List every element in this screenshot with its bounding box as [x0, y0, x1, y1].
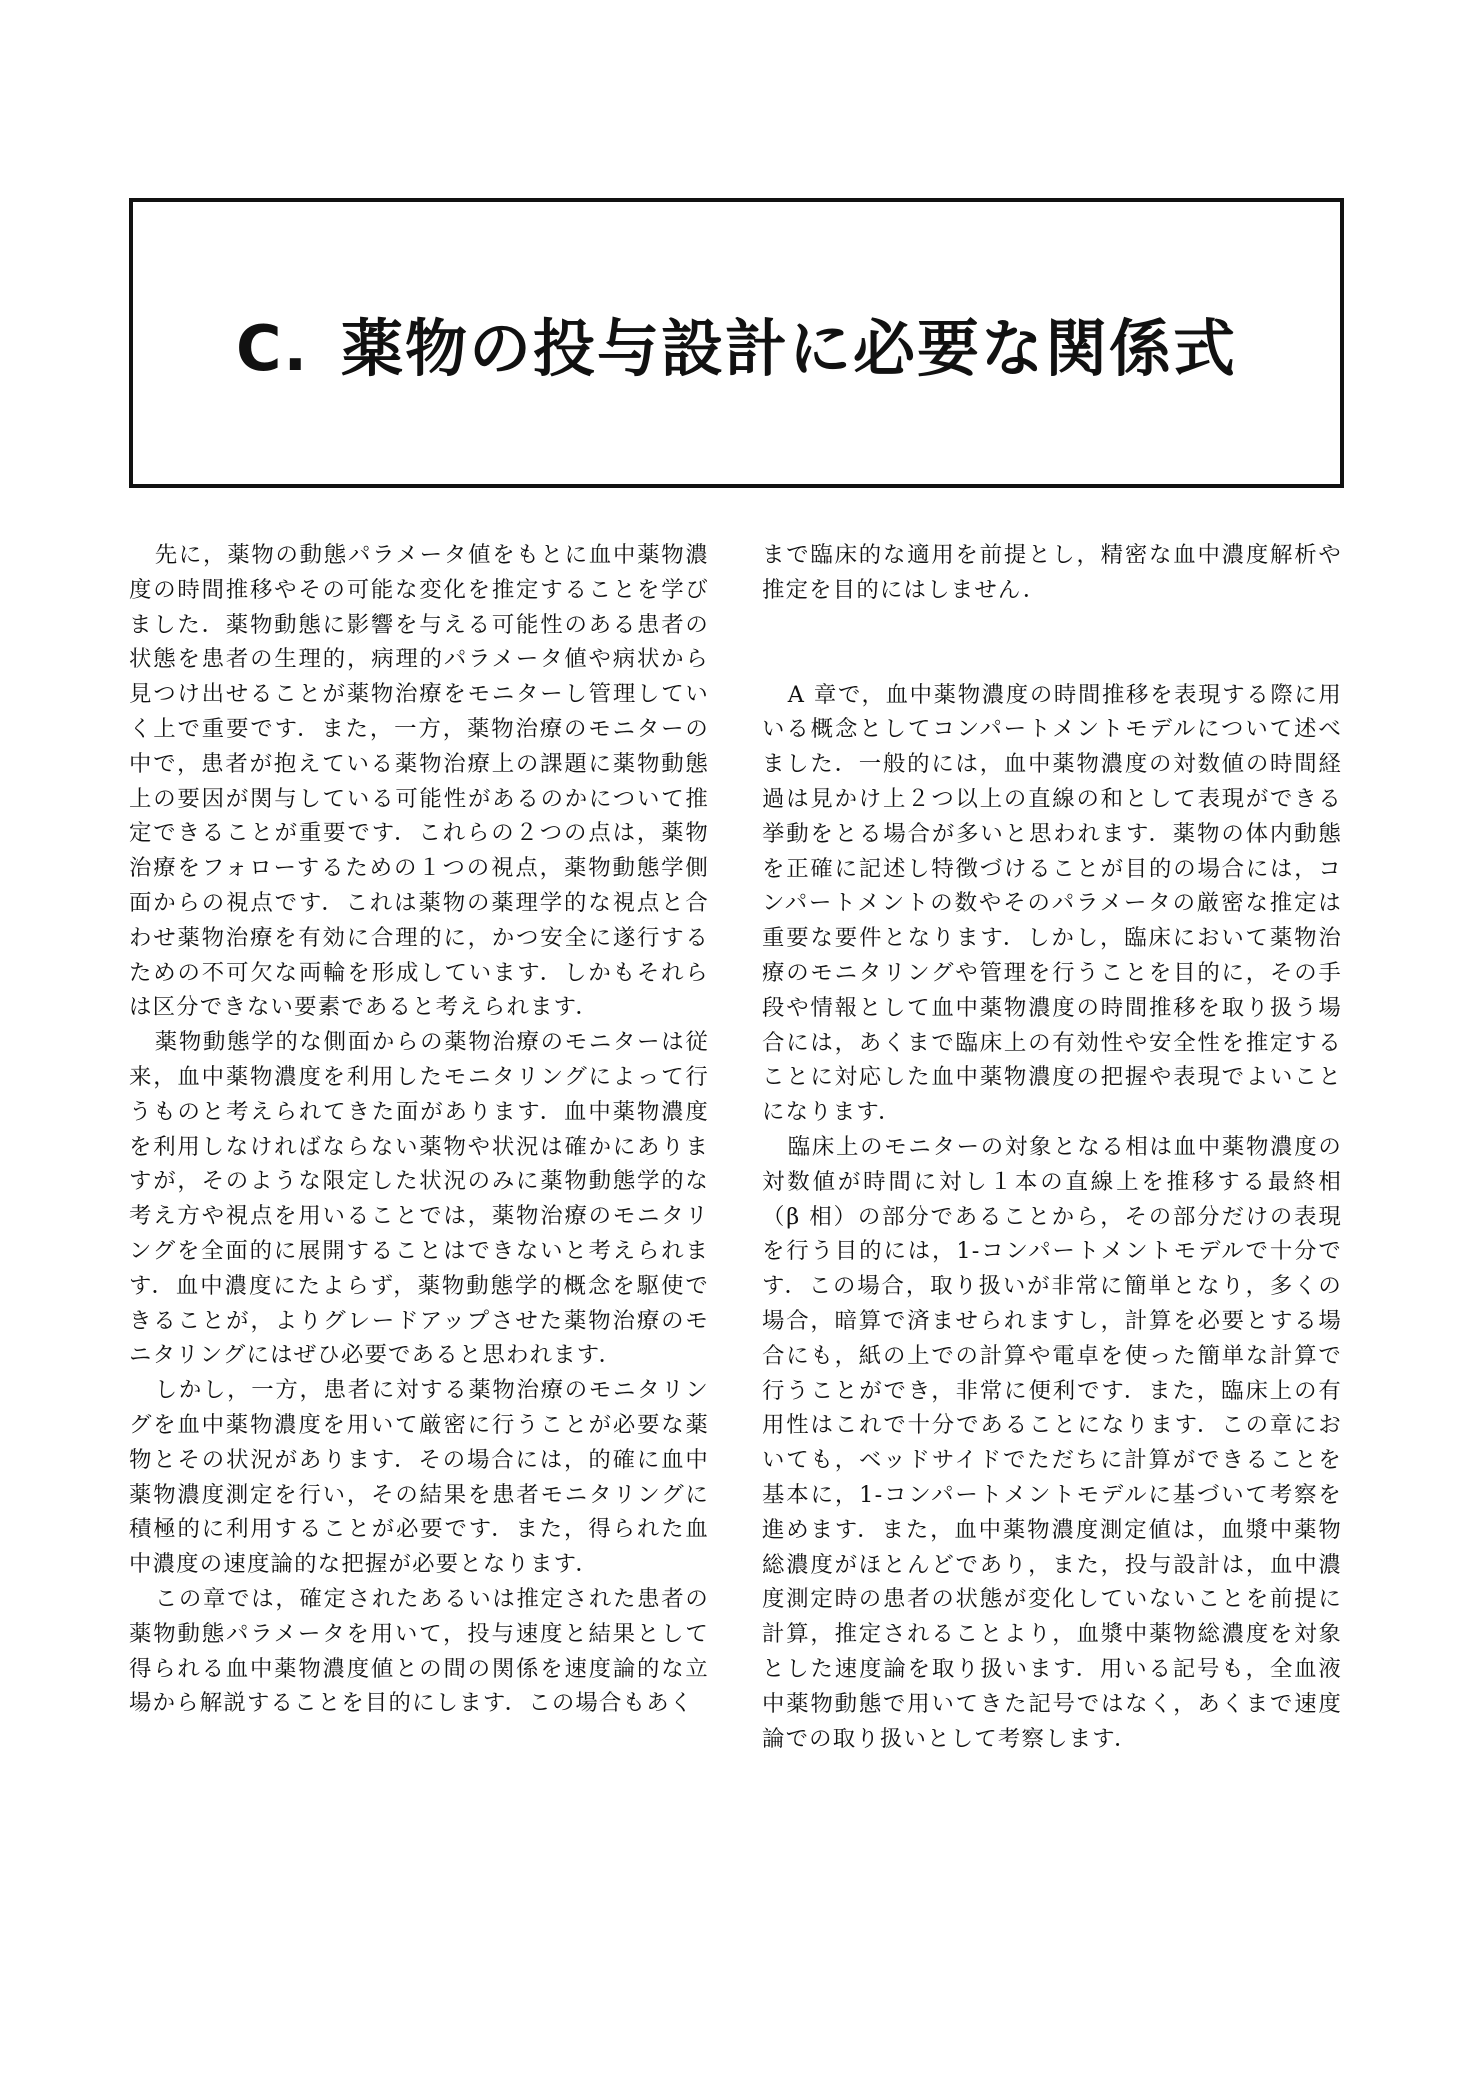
paragraph: まで臨床的な適用を前提とし，精密な血中濃度解析や推定を目的にはしません． [762, 542, 1342, 603]
section-title: 薬物の投与設計に必要な関係式 [341, 311, 1238, 385]
paragraph: しかし，一方，患者に対する薬物治療のモニタリングを血中薬物濃度を用いて厳密に行うことが必要な薬物とその状況があります．その場合には，的確に血中薬物濃度測定を行い，その結果を患者モニタリングに積極的に利用することが必要です．また，得られた血中濃度の速度論的な把握が必要となります． [129, 1377, 709, 1578]
right-column [762, 538, 1342, 1756]
paragraph: 先に，薬物の動態パラメータ値をもとに血中薬物濃度の時間推移やその可能な変化を推定することを学びました．薬物動態に影響を与える可能性のある患者の状態を患者の生理的，病理的パラメータ値や病状から見つけ出せることが薬物治療をモニターし管理していく上で重要です．また，一方，薬物治療のモニターの中で，患者が抱えている薬物治療上の課題に薬物動態上の要因が関与している可能性があるのかについて推定できることが重要です．これらの２つの点は，薬物治療をフォローするための１つの視点，薬物動態学側面からの視点です．これは薬物の薬理学的な視点と合わせ薬物治療を有効に合理的に，かつ安全に遂行するための不可欠な両輪を形成しています．しかもそれらは区分できない要素であると考えられます． [129, 542, 709, 1021]
title-box [129, 198, 1344, 488]
left-column [129, 538, 709, 1721]
page-title [236, 299, 1237, 388]
paragraph: 臨床上のモニターの対象となる相は血中薬物濃度の対数値が時間に対し１本の直線上を推移する最終相（β 相）の部分であることから，その部分だけの表現を行う目的には，1-コンパートメントモデルで十分です．この場合，取り扱いが非常に簡単となり，多くの場合，暗算で済ませられますし，計算を必要とする場合にも，紙の上での計算や電卓を使った簡単な計算で行うことができ，非常に便利です．また，臨床上の有用性はこれで十分であることになります．この章においても，ベッドサイドでただちに計算ができることを基本に，1-コンパートメントモデルに基づいて考察を進めます．また，血中薬物濃度測定値は，血漿中薬物総濃度がほとんどであり，また，投与設計は，血中濃度測定時の患者の状態が変化していないことを前提に計算，推定されることより，血漿中薬物総濃度を対象とした速度論を取り扱います．用いる記号も，全血液中薬物動態で用いてきた記号ではなく，あくまで速度論での取り扱いとして考察します． [762, 1133, 1342, 1752]
paragraph: A 章で，血中薬物濃度の時間推移を表現する際に用いる概念としてコンパートメントモデルについて述べました．一般的には，血中薬物濃度の対数値の時間経過は見かけ上２つ以上の直線の和として表現ができる挙動をとる場合が多いと思われます．薬物の体内動態を正確に記述し特徴づけることが目的の場合には，コンパートメントの数やそのパラメータの厳密な推定は重要な要件となります．しかし，臨床において薬物治療のモニタリングや管理を行うことを目的に，その手段や情報として血中薬物濃度の時間推移を取り扱う場合には，あくまで臨床上の有効性や安全性を推定することに対応した血中薬物濃度の把握や表現でよいことになります． [762, 681, 1342, 1126]
paragraph: この章では，確定されたあるいは推定された患者の薬物動態パラメータを用いて，投与速度と結果として得られる血中薬物濃度値との間の関係を速度論的な立場から解説することを目的にします．この場合もあく [129, 1585, 709, 1717]
section-label: C. [235, 311, 310, 385]
paragraph-gap [762, 608, 1342, 678]
paragraph: 薬物動態学的な側面からの薬物治療のモニターは従来，血中薬物濃度を利用したモニタリングによって行うものと考えられてきた面があります．血中薬物濃度を利用しなければならない薬物や状況は確かにありますが，そのような限定した状況のみに薬物動態学的な考え方や視点を用いることでは，薬物治療のモニタリングを全面的に展開することはできないと考えられます．血中濃度にたよらず，薬物動態学的概念を駆使できることが，よりグレードアップさせた薬物治療のモニタリングにはぜひ必要であると思われます． [129, 1029, 709, 1369]
